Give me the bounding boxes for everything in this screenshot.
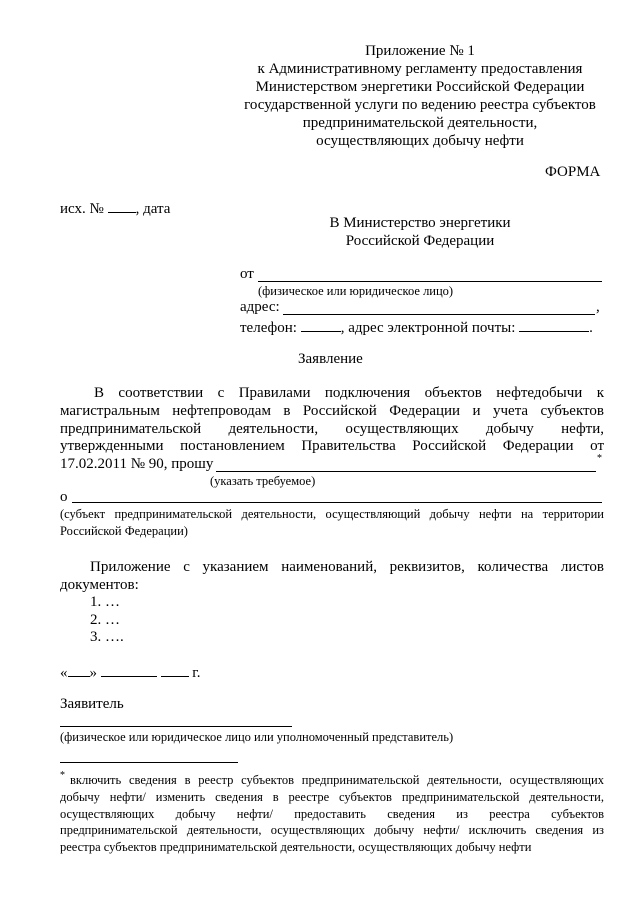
subject-hint-line-1: (субъект предпринимательской деятельности, осуществляющий добычу нефти на территории (60, 507, 604, 521)
header-line-3: Министерством энергетики Российской Федерации (255, 79, 585, 95)
applicant-signature-field[interactable] (60, 726, 292, 727)
recipient-block (300, 214, 540, 250)
header-line-4: государственной услуги по ведению реестра субъектов (244, 97, 596, 113)
date-year-field[interactable] (161, 662, 189, 677)
date-month-field[interactable] (101, 662, 157, 677)
header-line-6: осуществляющих добычу нефти (316, 133, 524, 149)
recipient-line-2: Российской Федерации (345, 233, 495, 249)
from-line (240, 265, 254, 283)
request-asterisk: * (597, 453, 602, 464)
address-label: адрес: (240, 299, 280, 315)
footnote-line-1: включить сведения в реестр субъектов предпринимательской деятельности, осуществляющих (70, 773, 604, 787)
subject-hint-line-2: Российской Федерации) (60, 524, 188, 538)
form-label: ФОРМА (545, 164, 601, 180)
from-field[interactable] (258, 281, 602, 282)
attachment-item-2: 2. … (90, 612, 120, 628)
statement-line-4: утвержденными постановлением Правительства Российской Федерации от (60, 438, 604, 454)
date-open-quote: « (60, 665, 68, 681)
attachment-item-1: 1. … (90, 594, 120, 610)
about-label: о (60, 489, 68, 505)
from-hint: (физическое или юридическое лицо) (258, 284, 454, 298)
header-line-5: предпринимательской деятельности, (302, 115, 538, 131)
subject-field[interactable] (72, 502, 602, 503)
date-close-quote: » (89, 665, 97, 681)
date-day-field[interactable] (68, 662, 90, 677)
date-year-suffix: г. (192, 665, 201, 681)
request-hint: (указать требуемое) (210, 474, 316, 488)
footnote-line-2: добычу нефти/ изменить сведения в реестре субъектов предпринимательской деятельности, (60, 790, 604, 804)
footnote-divider (60, 762, 238, 763)
attachments-line-2: документов: (60, 577, 139, 593)
recipient-line-1: В Министерство энергетики (329, 215, 511, 231)
email-label: , адрес электронной почты: (340, 320, 516, 336)
footnote-line-4: предпринимательской деятельности, осуществляющих добычу нефти/ исключить сведения из (60, 823, 604, 837)
statement-line-3: предпринимательской деятельности, осуществляющих добычу нефти, (60, 421, 604, 437)
header-block (230, 42, 610, 150)
attachments-line-1: Приложение с указанием наименований, реквизитов, количества листов (90, 559, 604, 575)
phone-field[interactable] (301, 317, 341, 332)
address-field[interactable] (283, 314, 595, 315)
footnote-line-5: реестра субъектов предпринимательской деятельности, осуществляющих добычу нефти (60, 840, 532, 854)
phone-label: телефон: (240, 320, 297, 336)
date-line (60, 662, 200, 682)
from-label: от (240, 266, 254, 282)
statement-last-line: 17.02.2011 № 90, прошу (60, 456, 214, 472)
applicant-hint: (физическое или юридическое лицо или уполномоченный представитель) (60, 730, 454, 744)
statement-title: Заявление (298, 351, 363, 367)
outgoing-suffix: , дата (135, 201, 171, 217)
statement-line-1: В соответствии с Правилами подключения объектов нефтедобычи к (94, 385, 604, 401)
outgoing-number-line (60, 198, 170, 218)
outgoing-number-field[interactable] (108, 198, 136, 213)
footnote-line-3: осуществляющих добычу нефти/ предоставить сведения из реестра субъектов (60, 807, 604, 821)
email-field[interactable] (519, 317, 589, 332)
footnote-marker: * (60, 770, 65, 781)
applicant-label: Заявитель (60, 696, 124, 712)
address-line (240, 298, 280, 316)
statement-line-2: магистральным нефтепроводам в Российской Федерации и учета субъектов (60, 403, 604, 419)
header-line-1: Приложение № 1 (365, 43, 475, 59)
phone-line (240, 317, 593, 337)
request-field[interactable] (216, 471, 596, 472)
email-end: . (589, 320, 593, 336)
header-line-2: к Административному регламенту предоставления (257, 61, 583, 77)
attachment-item-3: 3. …. (90, 629, 124, 645)
address-end: , (596, 299, 600, 315)
outgoing-prefix: исх. № (60, 201, 104, 217)
